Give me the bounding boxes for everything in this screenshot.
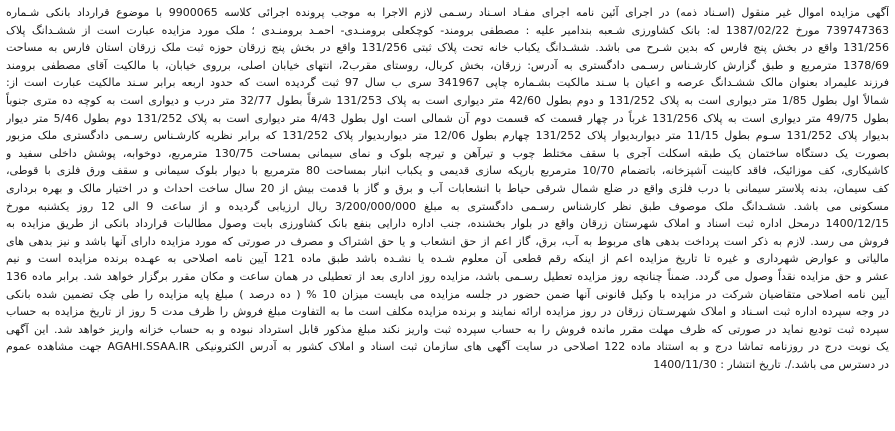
notice-line: کف سیمان، بدنه پلاستر سیمانی با درب فلزی واقع در ضلع شمال شرقی حیاط با انشعابات آب و برق و گاز با قدمت بیش از 20 سال ساخت احداث و در اختیار مالک و بهره برداری	[6, 181, 889, 195]
notice-line: در وجه سپرده اداره ثبت اسـناد و املاک شهرسـتان زرقان در روز مزایده ارائه نمایند و برنده مزایده مکلف است ما به التفاوت مبلغ فروش را ظرف مدت 5 روز از تاریخ مزایده به حساب	[6, 305, 889, 319]
notice-line: یک نوبت درج در روزنامه تماشا درج و به استناد ماده 122 اصلاحی در سایت آگهی های سازمان ثبت اسناد و املاک کشور به آدرس الکترونیکی AGAHI.SSAA.IR جهت مشاهده عموم	[6, 340, 889, 354]
notice-line: بصورت یک دستگاه ساختمان یک طبقه اسکلت آجری با سقف مختلط چوب و تیرآهن و تیرچه بلوک و نمای سیمانی بمساحت 130/75 مترمربع، دوخوابه، پوشش داخلی سفید و	[6, 146, 889, 160]
notice-line: سپرده ثبت تودیع نماید در صورتی که ظرف مهلت مقرر مانده فروش را به حساب سپرده ثبت واریز نکند مبلغ مذکور قابل استرداد نبوده و به حساب خزانه واریز خواهد شد. این آگهی	[6, 322, 889, 336]
notice-line: بدیوار پلاک 131/252 سـوم بطول 11/15 متر دیواربدیوار پلاک 131/252 چهارم بطول 12/06 متر دیواربدیوار پلاک 131/252 که برابر نظریه کارشـناس رسـمی دادگستری ملک مزبور	[6, 129, 889, 143]
notice-line: فروش می رسد. لازم به ذکر است پرداخت بدهی های مربوط به آب، برق، گاز اعم از حق انشعاب و یا حق اشتراک و مصرف در صورتی که مورد مزایده دارای آنها باشد و نیز بدهی های	[6, 234, 889, 248]
notice-line: 1400/12/15 درمحل اداره ثبت اسناد و املاک شهرستان زرقان واقع در بلوار بخشنده، جنب اداره دارایی بنفع بانک کشاورزی بابت وصول مطالبات قرارداد بانکی از طریق مزایده به	[6, 217, 889, 231]
notice-line: 739747363 مورخ 1387/02/22 له: بانک کشاورزی شـعبه بندامیر علیه : مصطفی برومند- کوچکعلی برومنـدی- احمـد برومنـدی ؛ ملک مورد مزایده عبارت است از ششـدانگ پلاک	[6, 23, 889, 37]
notice-line: مسکونی می باشد. ششـدانگ ملک موصوف طبق نظر کارشناس رسـمی دادگستری به مبلغ 3/200/000/000 ریال ارزیابی گردیده و از ساعت 9 الی 12 روز یکشنبه مورخ	[6, 199, 889, 213]
notice-line: عشر و حق مزایده نقداً وصول می گردد. ضمناً چنانچه روز مزایده تعطیل رسـمی باشد، مزایده روز اداری بعد از تعطیلی در همان ساعت و مکان مقرر برگزار خواهد شد. برابر ماده 136	[6, 269, 889, 283]
notice-line: مالیاتی و عوارض شهرداری و غیره تا تاریخ مزایده اعم از اینکه رقم قطعی آن معلوم شـده یا نشـده باشد طبق ماده 121 آیین نامه اصلاحی به عهـده برنده مزایده است و نیم	[6, 252, 889, 266]
notice-line: آیین نامه اصلاحی متقاضیان شرکت در مزایده با وکیل قانونی آنها ضمن حضور در جلسه مزایده می بایست میزان 10 % ( ده درصد ) مبلغ پایه مزایده را طی چک تضمین شده بانکی	[6, 287, 889, 301]
notice-line: کاشیکاری، کف موزائیک، فاقد کابینت آشپزخانه، باتضمام 10/70 مترمربع بارپکه سازی قدیمی و یکباب انبار بمساحت 80 مترمربع با دیوار بلوک سیمانی و سقف ورق فلزی با قوطی،	[6, 164, 889, 178]
notice-line: فرزند علیمراد بعنوان مالک ششـدانگ عرصه و اعیان با سـند مالکیت بشـماره چاپی 341967 سری ب سال 97 ثبت گردیده است که حدود اربعه برابر سـند مالکیت عبارت است از:	[6, 76, 889, 90]
notice-line: 131/256 واقع در بخش پنج فارس که بدین شـرح می باشد. ششـدانگ یکباب خانه تحت پلاک ثبتی 131/256 واقع در بخش پنج زرقان حوزه ثبت ملک زرقان استان فارس به مساحت	[6, 41, 889, 55]
publication-date-line: در دسترس می باشد./. تاریخ انتشار : 1400/11/30	[653, 357, 889, 371]
notice-line: 1378/69 مترمربع و طبق گزارش کارشـناس رسـمی دادگستری به آدرس: زرقان، بخش کربال، روستای مقرب2، انتهای خیابان اصلی، برروی خیابان، با مالکیت آقای مصطفی برومند	[6, 58, 889, 72]
notice-line: آگهی مزایده اموال غیر منقول (اسـناد ذمه) در اجرای آئین نامه اجرای مفـاد اسـناد رسـمی لازم الاجرا به موجب پرونده اجرائی کلاسه 9900065 با موضوع قرارداد بانکی شـماره	[6, 6, 889, 19]
notice-line: بطول 49/75 متر دیواری است به پلاک 131/256 غرباً در چهار قسمت که قسمت دوم آن شمالی است اول بطول 4/43 متر دیواری است به پلاک 131/252 دوم بطول 5/46 متر دیوار	[6, 111, 889, 125]
notice-line: شمالاً اول بطول 1/85 متر دیواری است به پلاک 131/252 و دوم بطول 42/60 متر دیواری است به پلاک 131/253 شرقاً بطول 32/77 متر درب و دیواری است به کوچه ده متری جنوباً	[6, 93, 889, 107]
